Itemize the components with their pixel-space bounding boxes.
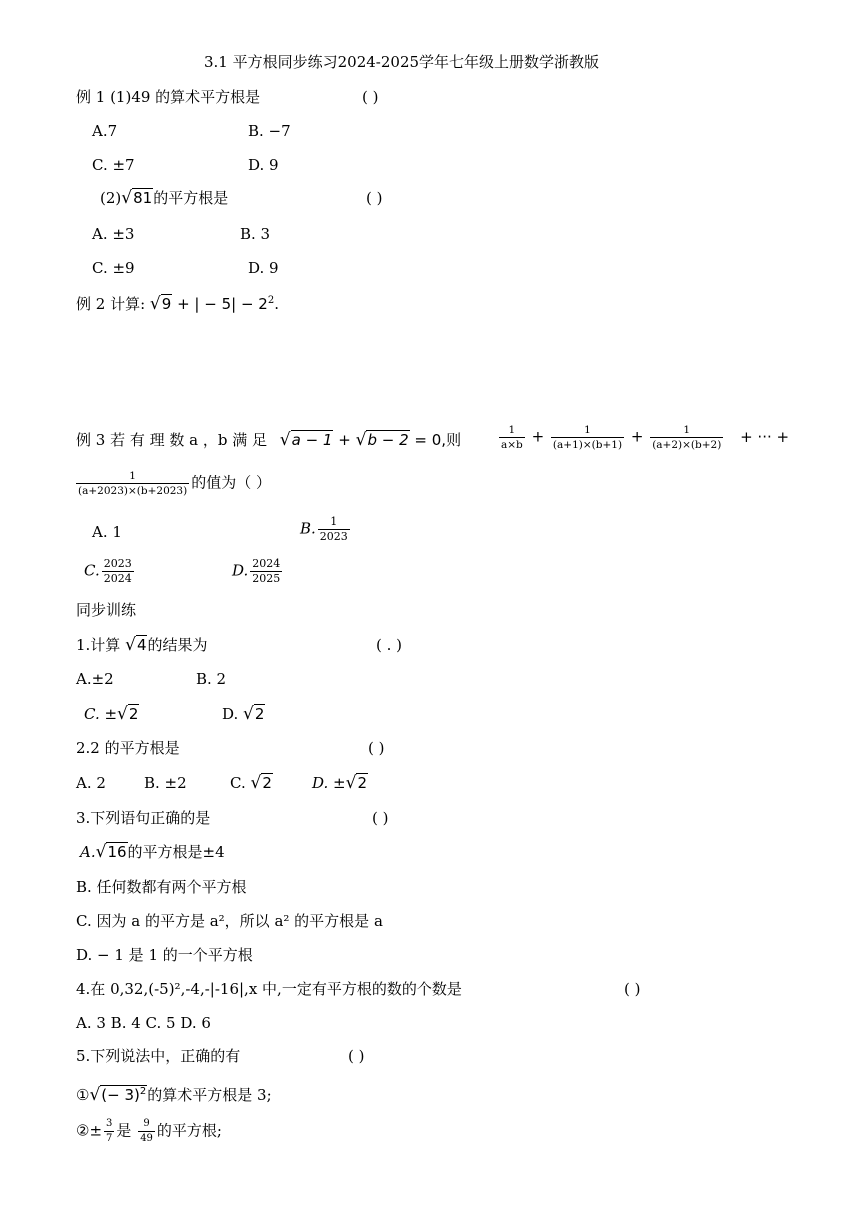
p1-radicand: 4	[136, 636, 147, 654]
ex1-option-a: A.7	[92, 122, 118, 140]
p1-option-b: B. 2	[196, 670, 227, 688]
p3-option-a-sqrt: √16	[95, 842, 127, 862]
ex3-option-b-label: B.	[300, 519, 316, 538]
ex1-option-c: C. ±7	[92, 156, 135, 174]
p2-option-c-sqrt: √2	[250, 773, 272, 793]
p2-option-c-radicand: 2	[262, 774, 272, 792]
ex3-option-c	[84, 558, 136, 585]
ex3-plus: +	[338, 431, 351, 449]
ex1-q2-radicand: 81	[133, 189, 153, 207]
ex3-sqrt-2: √b − 2	[355, 430, 409, 450]
p4-options: A. 3 B. 4 C. 5 D. 6	[76, 1014, 211, 1032]
page-title: 3.1 平方根同步练习2024-2025学年七年级上册数学浙教版	[204, 53, 600, 71]
ex3-ellipsis: + ··· +	[740, 427, 790, 446]
ex1-q2-suffix: 的平方根是	[153, 189, 229, 207]
p5-s1-sqrt: √(− 3)$^2$	[89, 1085, 147, 1105]
ex3-f3-denominator: (a+2)×(b+2)	[652, 439, 722, 451]
ex2-question	[76, 291, 279, 314]
p1-option-a: A.±2	[76, 670, 114, 688]
p1-option-c-radicand: 2	[128, 705, 139, 723]
ex3-fraction-2	[551, 424, 624, 451]
p1-sqrt: √4	[125, 635, 147, 655]
p5-s2-numerator-1: 3	[106, 1118, 113, 1129]
p5-question: 5.下列说法中，正确的有	[76, 1047, 241, 1065]
p5-s2-marker: ②±	[76, 1121, 103, 1140]
ex3-label: 例 3 若 有 理 数 a ，b 满 足	[76, 431, 268, 449]
ex2-radicand: 9	[161, 295, 172, 313]
p3-option-c: C. 因为 a 的平方是 a²，所以 a² 的平方根是 a	[76, 912, 383, 930]
p2-option-d-label: D. ±	[312, 774, 346, 792]
ex3-option-d	[232, 558, 284, 585]
p3-option-a	[80, 842, 225, 862]
section-heading: 同步训练	[76, 601, 137, 619]
p1-answer-paren: ( . )	[376, 636, 403, 654]
p1-question-suffix: 的结果为	[147, 636, 208, 654]
ex3-option-d-numerator: 2024	[252, 557, 281, 570]
p3-option-a-label: A.	[80, 843, 96, 861]
ex1-q2-prefix: (2)	[100, 189, 122, 207]
p3-option-a-text: 的平方根是±4	[127, 843, 225, 861]
p4-question: 4.在 0,32,(-5)²,-4,-|-16|,x 中,一定有平方根的数的个数是	[76, 980, 462, 998]
ex3-option-b-numerator: 1	[330, 515, 338, 528]
ex1-answer-paren-1: ( )	[362, 88, 379, 106]
ex1-q2-sqrt: √81	[121, 188, 153, 208]
ex3-option-c-label: C.	[84, 561, 100, 580]
ex3-option-c-denominator: 2024	[103, 572, 132, 585]
ex2-end: .	[274, 295, 279, 313]
ex3-fraction-1	[499, 424, 525, 451]
p2-answer-paren: ( )	[368, 739, 385, 757]
p5-s1-marker: ①	[76, 1086, 90, 1104]
p3-option-b: B. 任何数都有两个平方根	[76, 878, 247, 896]
ex3-f1-numerator: 1	[508, 424, 516, 436]
p3-option-a-radicand: 16	[107, 843, 127, 861]
p5-s2-text: 的平方根;	[156, 1121, 222, 1140]
ex3-radicand-2: b − 2	[367, 431, 409, 449]
ex3-option-a: A. 1	[92, 523, 122, 541]
p1-option-d	[222, 704, 265, 724]
ex1-option-d: D. 9	[248, 156, 279, 174]
ex3-option-d-fraction	[250, 558, 282, 585]
p5-s2-denominator-2: 49	[140, 1133, 153, 1144]
ex3-fraction-4	[76, 470, 189, 497]
ex3-f3-numerator: 1	[683, 424, 691, 436]
p1-question	[76, 635, 208, 655]
p5-s1-base: (− 3)	[101, 1086, 140, 1104]
p3-option-d: D. − 1 是 1 的一个平方根	[76, 946, 253, 964]
ex2-label: 例 2 计算:	[76, 295, 146, 313]
p5-s2-fraction-1	[104, 1118, 114, 1145]
ex3-f1-denominator: a×b	[501, 439, 523, 451]
p2-option-d-radicand: 2	[357, 774, 367, 792]
ex3-f4-denominator: (a+2023)×(b+2023)	[78, 485, 188, 497]
ex3-f2-numerator: 1	[584, 424, 591, 436]
ex3-f4-numerator: 1	[129, 470, 136, 482]
ex3-option-d-label: D.	[232, 561, 249, 580]
ex3-fraction-3	[650, 424, 723, 451]
ex3-option-c-fraction	[102, 558, 134, 585]
p2-option-d-sqrt: √2	[345, 773, 367, 793]
p4-answer-paren: ( )	[624, 980, 641, 998]
p5-s2-fraction-2	[138, 1118, 155, 1145]
p5-answer-paren: ( )	[348, 1047, 365, 1065]
p5-s1-radicand	[100, 1085, 147, 1104]
p5-statement-2	[76, 1118, 222, 1145]
ex2-sqrt: √9	[149, 294, 172, 314]
ex1-q2-option-d: D. 9	[248, 259, 279, 277]
ex1-question-2	[100, 188, 228, 208]
ex3-sqrt-1: √a − 1	[279, 430, 333, 450]
p2-option-d	[312, 773, 368, 793]
p1-option-d-sqrt: √2	[243, 704, 265, 724]
ex1-q2-option-c: C. ±9	[92, 259, 135, 277]
ex3-fraction-series: $\frac{1}{a\times b}$ + $\frac{1}{(a+1)\times(b+1)}$ + $\frac{1}{(a+2)\times(b+2)}$ + ··· +	[501, 424, 790, 451]
ex2-expression: + | − 5| − 2	[177, 295, 268, 313]
p2-option-c-label: C.	[230, 774, 246, 792]
p5-s1-text: 的算术平方根是 3;	[147, 1086, 272, 1104]
ex3-option-c-numerator: 2023	[103, 557, 132, 570]
p1-question-prefix: 1.计算	[76, 636, 121, 654]
p3-answer-paren: ( )	[372, 809, 389, 827]
p1-option-d-radicand: 2	[254, 705, 265, 723]
ex3-option-b-denominator: 2023	[319, 530, 348, 543]
ex1-q2-option-b: B. 3	[240, 225, 271, 243]
ex3-option-d-denominator: 2025	[252, 572, 281, 585]
ex3-option-b	[300, 516, 352, 543]
p1-option-c-label: C. ±	[84, 705, 118, 723]
p1-option-c	[84, 704, 139, 724]
p2-option-a: A. 2	[76, 774, 106, 792]
p5-s1-exponent: 2	[139, 1086, 147, 1097]
ex3-radicand-1: a − 1	[291, 431, 333, 449]
ex3-f2-denominator: (a+1)×(b+1)	[552, 439, 623, 451]
p1-option-c-sqrt: √2	[117, 704, 139, 724]
p2-question: 2.2 的平方根是	[76, 739, 180, 757]
p5-s2-middle: 是	[116, 1121, 132, 1140]
p5-s2-denominator-1: 7	[106, 1133, 113, 1144]
ex3-option-b-fraction	[318, 516, 350, 543]
ex3-value-prompt: 的值为（ ）	[191, 473, 271, 492]
ex1-q2-option-a: A. ±3	[92, 225, 135, 243]
p2-option-b: B. ±2	[144, 774, 187, 792]
ex3-question	[76, 430, 461, 450]
ex1-question-1: 例 1 (1)49 的算术平方根是	[76, 88, 261, 106]
ex3-equals: = 0,则	[414, 431, 462, 449]
ex2-exponent: 2	[267, 295, 275, 306]
p2-option-c	[230, 773, 273, 793]
p5-statement-1	[76, 1082, 272, 1105]
p5-s2-numerator-2: 9	[143, 1118, 150, 1129]
ex1-answer-paren-2: ( )	[366, 189, 383, 207]
ex3-last-term	[74, 470, 271, 497]
ex1-option-b: B. −7	[248, 122, 291, 140]
p3-question: 3.下列语句正确的是	[76, 809, 211, 827]
p1-option-d-label: D.	[222, 705, 239, 723]
